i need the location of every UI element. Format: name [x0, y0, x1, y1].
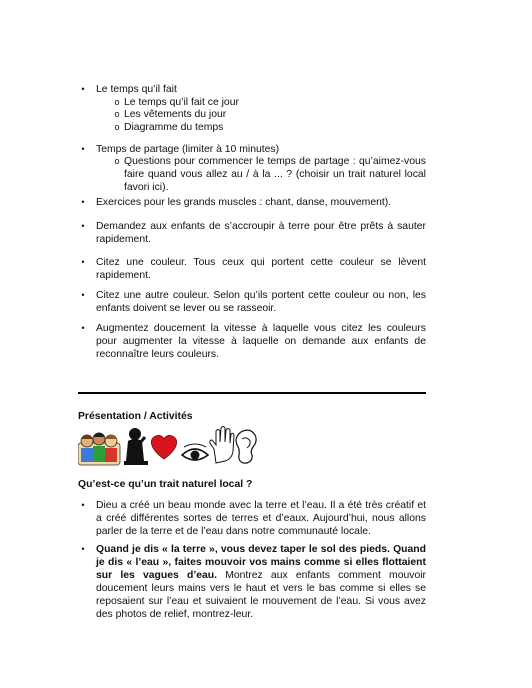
- sub-bullet: o: [114, 97, 120, 107]
- instruction-bold-text: Quand je dis « la terre », vous devez taper le sol des pieds. Quand je dis « l’eau », faites mouvoir vos mains comme si elles flottaient sur les vagues d’eau.: [96, 544, 426, 581]
- bullet: •: [81, 544, 85, 554]
- bullet: •: [81, 257, 85, 267]
- list-item: Le temps qu’il fait: [96, 84, 177, 95]
- sub-list-item: Diagramme du temps: [124, 122, 224, 133]
- sub-bullet: o: [114, 122, 120, 132]
- list-item: Citez une couleur. Tous ceux qui portent cette couleur se lèvent rapidement.: [96, 257, 426, 281]
- section-question: Qu’est-ce qu’un trait naturel local ?: [78, 479, 253, 490]
- list-item: Demandez aux enfants de s’accroupir à terre pour être prêts à sauter rapidement.: [96, 221, 426, 245]
- sub-list-item: Questions pour commencer le temps de partage : qu’aimez-vous faire quand vous allez au / à la ... ? (choisir un trait naturel local favori ici).: [124, 156, 426, 193]
- heart-icon: [151, 435, 176, 459]
- sub-bullet: o: [114, 109, 120, 119]
- list-item: Dieu a créé un beau monde avec la terre et l’eau. Il a été très créatif et a créé différentes sortes de terres et d’eaux. Aujourd’hui, nous allons parler de la terre et de l’eau dans notre communauté locale.: [96, 500, 426, 537]
- ear-icon: [236, 430, 256, 463]
- section-divider: [78, 392, 426, 394]
- bullet: •: [81, 144, 85, 154]
- list-item: Temps de partage (limiter à 10 minutes): [96, 144, 280, 155]
- hand-icon: [210, 427, 234, 464]
- list-item: Exercices pour les grands muscles : chant, danse, mouvement).: [96, 197, 392, 208]
- sub-bullet: o: [114, 156, 120, 166]
- sub-list-item: Les vêtements du jour: [124, 109, 227, 120]
- eye-icon: [182, 444, 208, 460]
- bullet: •: [81, 197, 85, 207]
- sub-list-item: Le temps qu’il fait ce jour: [124, 97, 239, 108]
- praying-person-icon: [124, 428, 148, 465]
- children-group-icon: [78, 433, 120, 466]
- bullet: •: [81, 290, 85, 300]
- section-heading: Présentation / Activités: [78, 411, 193, 422]
- list-item: Citez une autre couleur. Selon qu’ils portent cette couleur ou non, les enfants doivent se lever ou se rasseoir.: [96, 290, 426, 314]
- bullet: •: [81, 221, 85, 231]
- list-item: [96, 543, 426, 621]
- bullet: •: [81, 323, 85, 333]
- activity-icons-row: [78, 425, 258, 467]
- bullet: •: [81, 500, 85, 510]
- instruction-text: Montrez aux enfants comment mouvoir doucement leurs mains vers le haut et vers le bas comme si elles se reposaient sur l’eau et suivaient le mouvement de l’eau. Si vous avez des photos de relief, montrez-leur.: [96, 570, 427, 620]
- list-item: Augmentez doucement la vitesse à laquelle vous citez les couleurs pour augmenter la vitesse à laquelle on demande aux enfants de reconnaître leurs couleurs.: [96, 323, 426, 360]
- bullet: •: [81, 84, 85, 94]
